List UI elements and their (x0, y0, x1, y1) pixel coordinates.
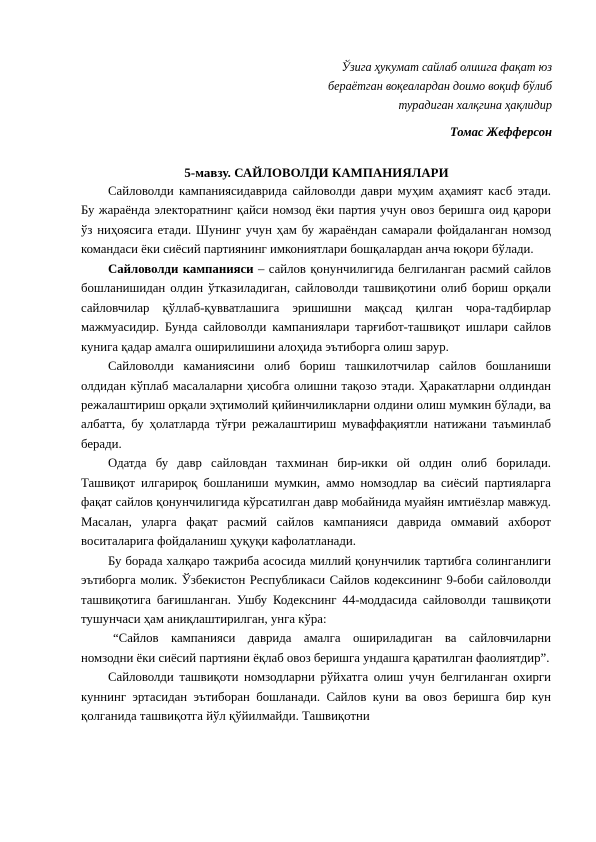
epigraph (252, 58, 552, 115)
paragraph-timing: Одатда бу давр сайловдан тахминан бир-икки ой олдин олиб борилади. Ташвиқот илгарироқ бошланиши мумкин, аммо номзодлар ва сиёсий партияларга фақат сайлов қонунчилигида кўрсатилган давр мобайнида муайян имтиёзлар мавжуд. Масалан, уларга фақат расмий сайлов кампанияси даврида оммавий ахборот воситаларига фойдаланиш ҳуқуқи кафолатланади. (81, 456, 551, 549)
paragraph-intro: Сайловолди кампаниясидавридa сайловолди даври муҳим аҳамият касб этади. Бу жараёнда электоратнинг қайси номзод ёки партия учун овоз беришга оид қарори ўз ниҳоясига етади. Шунинг учун ҳам бу жараёндан самарали фойдаланган номзод командаси ёки сиёсий партиянинг имкониятлари бошқалардан анча юқори бўлади. (81, 184, 551, 257)
paragraph-planning: Сайловолди каманиясини олиб бориш ташкилотчилар сайлов бошланиши олдидан кўплаб масалаларни ҳисобга олишни тақозо этади. Ҳаракатларни олдиндан режалаштириш орқали эҳтимолий қийинчиликларни олдини олиш мумкин бўлади, ва албатта, бу ҳолатларда тўғри режалаштириш муваффақиятли натижани таъминлаб беради. (81, 359, 551, 451)
body-text (81, 182, 551, 727)
paragraph-quote: “Сайлов кампанияси даврида амалга ошириладиган ва сайловчиларни номзодни ёки сиёсий партияни ёқлаб овоз беришга ундашга қаратилган фаолиятдир”. (81, 631, 551, 665)
epigraph-line: бераётган воқеалардан доимо воқиф бўлиб (327, 79, 552, 93)
epigraph-line: турадиган халқгина ҳақлидир (398, 98, 552, 112)
paragraph-campaign-start: Сайловолди ташвиқоти номзодларни рўйхатга олиш учун белгиланган охирги куннинг эртасидан эътиборан бошланади. Сайлов куни ва овоз беришга бир кун қолганида ташвиқотга йўл қўйилмайди. Ташвиқотни (81, 670, 551, 724)
epigraph-author: Томас Жефферсон (449, 125, 552, 139)
paragraph-definition (81, 260, 551, 357)
paragraph-legislation: Бу борада халқаро тажриба асосида миллий қонунчилик тартибга солинганлиги эътиборга молик. Ўзбекистон Республикаси Сайлов кодексининг 9-боби сайловолди ташвиқотига бағишланган. Ушбу Кодекснинг 44-моддасида сайловолди ташвиқоти тушунчаси ҳам аниқлаштирилган, унга кўра: (81, 553, 551, 626)
defined-term: Сайловолди кампанияси (108, 261, 254, 276)
epigraph-line: Ўзига ҳукумат сайлаб олишга фақат юз (341, 60, 552, 74)
definition-text: – сайлов қонунчилигида белгиланган расмий сайлов бошланишидан олдин ўтказиладиган, сайловолди ташвиқотини олиб бориш орқали сайловчилар қўллаб-қувватлашига эришишни мақсад қилган чора-тадбирлар мажмуасидир. Бунда сайловолди кампаниялари тарғибот-ташвиқот ишлари сайлов кунига қадар амалга оширилишини алоҳида эътиборга олиш зарур. (81, 261, 551, 354)
section-heading: 5-мавзу. САЙЛОВОЛДИ КАМПАНИЯЛАРИ (184, 166, 449, 180)
